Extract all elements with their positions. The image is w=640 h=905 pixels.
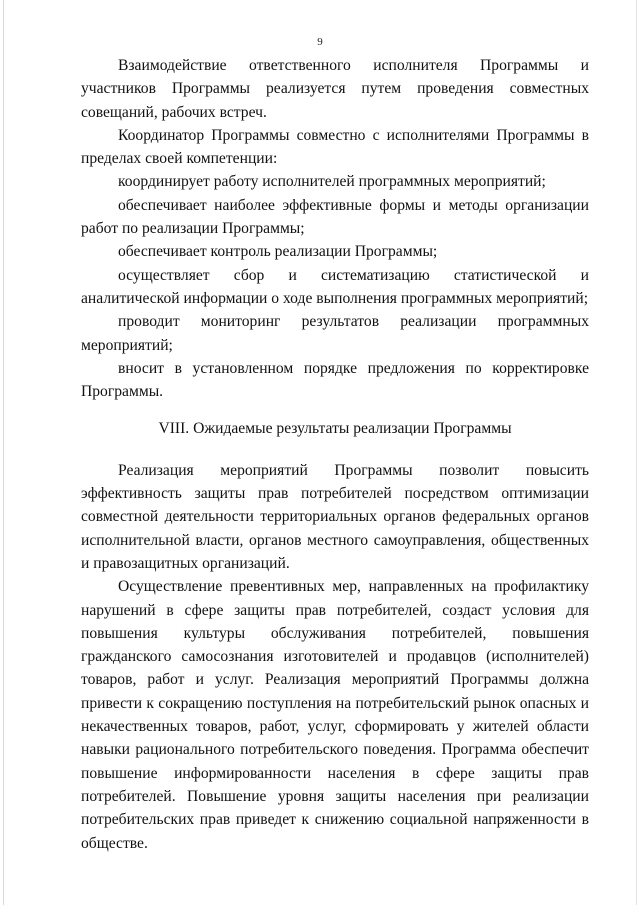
list-item-proposals: вносит в установленном порядке предложения по корректировке Программы.: [81, 359, 589, 401]
list-item-coordinates: координирует работу исполнителей программных мероприятий;: [118, 173, 546, 191]
list-item-collects-info: осуществляет сбор и систематизацию статистической и аналитической информации о ходе выполнения программных мероприятий;: [81, 266, 589, 307]
paragraph-preventive-measures: Осуществление превентивных мер, направленных на профилактику нарушений в сфере защиты прав потребителей, создаст условия для повышения культуры обслуживания потребителей, повышения гражданского самосознания изготовителей и продавцов (исполнителей) товаров, работ и услуг. Реализация мероприятий Программы должна привести к сокращению поступления на потребительский рынок опасных и некачественных товаров, работ, услуг, сформировать у жителей области навыки рационального потребительского поведения. Программа обеспечит повышение информированности населения в сфере защиты прав потребителей. Повышение уровня защиты населения при реализации потребительских прав приведет к снижению социальной напряженности в обществе.: [81, 578, 589, 852]
section-heading: VIII. Ожидаемые результаты реализации Программы: [158, 420, 512, 438]
document-body: [81, 54, 589, 855]
paragraph-interaction: Взаимодействие ответственного исполнителя Программы и участников Программы реализуется путем проведения совместных совещаний, рабочих встреч.: [81, 57, 589, 121]
list-item-monitoring: проводит мониторинг результатов реализации программных мероприятий;: [81, 313, 589, 354]
scan-edge-right: [636, 0, 637, 905]
list-item-ensures-forms: обеспечивает наиболее эффективные формы и методы организации работ по реализации Программы;: [81, 196, 589, 238]
scan-edge-left: [3, 0, 4, 905]
list-item-ensures-control: обеспечивает контроль реализации Программы;: [118, 243, 438, 261]
paragraph-coordinator: Координатор Программы совместно с исполнителями Программы в пределах своей компетенции:: [81, 126, 589, 168]
paragraph-expected-results: Реализация мероприятий Программы позволит повысить эффективность защиты прав потребителей посредством оптимизации совместной деятельности территориальных органов федеральных органов исполнительной власти, органов местного самоуправления, общественных и правозащитных организаций.: [81, 461, 589, 572]
page-number: 9: [317, 36, 323, 48]
